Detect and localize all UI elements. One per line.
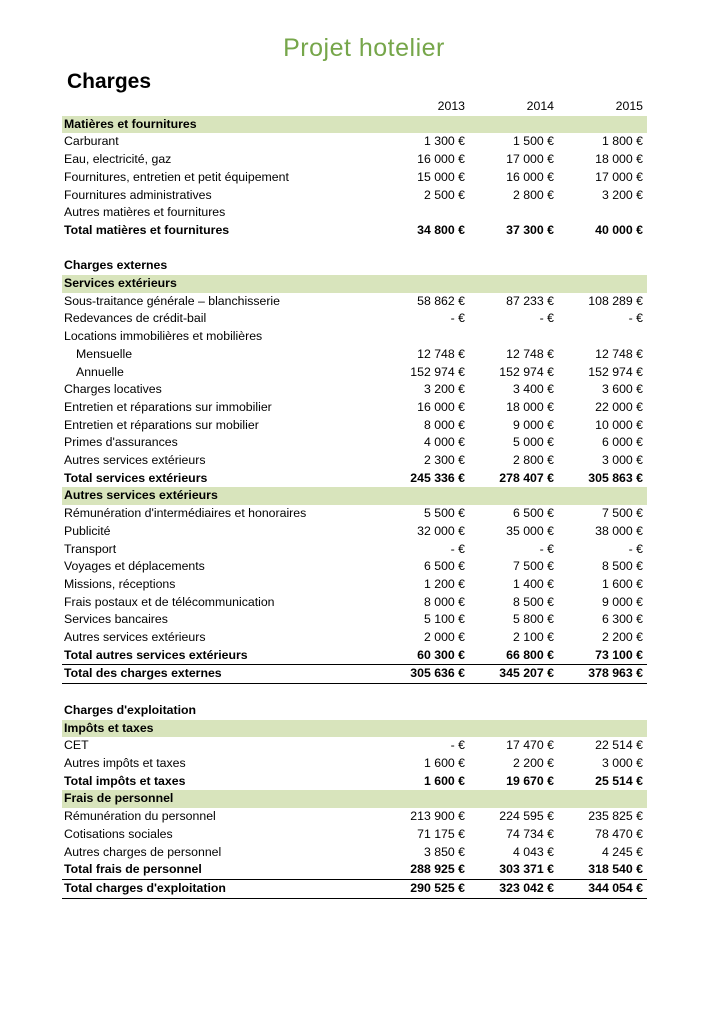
value-cell-2015: 3 000 € (601, 453, 643, 468)
value-cell-2013 (380, 328, 469, 346)
value-cell-2015: 108 289 € (588, 293, 643, 308)
value-cell-2015: 305 863 € (588, 470, 643, 485)
value-cell-2014: 12 748 € (506, 346, 554, 361)
row-label: Services extérieurs (62, 275, 380, 293)
row-label: Total services extérieurs (64, 470, 208, 485)
value-cell-2015: - € (628, 311, 643, 326)
table-row (62, 629, 647, 647)
value-cell-2015: 6 300 € (601, 612, 643, 627)
value-cell-2013 (380, 257, 469, 275)
table-row (62, 169, 647, 187)
table-row (62, 647, 647, 665)
value-cell-2013 (380, 720, 469, 738)
value-cell-2013: 71 175 € (417, 826, 465, 841)
value-cell-2014: 18 000 € (506, 399, 554, 414)
value-cell-2013: 245 336 € (410, 470, 465, 485)
value-cell-2015: 25 514 € (595, 773, 643, 788)
table-row (62, 790, 647, 808)
value-cell-2014: 5 000 € (512, 435, 554, 450)
row-label: Redevances de crédit-bail (64, 311, 207, 326)
row-label: Primes d'assurances (64, 435, 178, 450)
table-row (62, 505, 647, 523)
value-cell-2014: - € (539, 311, 554, 326)
table-row (62, 452, 647, 470)
row-label: Total autres services extérieurs (62, 647, 380, 665)
value-cell-2013: - € (450, 738, 465, 753)
value-cell-2014: 66 800 € (469, 647, 558, 665)
value-cell-2015: 9 000 € (601, 594, 643, 609)
table-row (62, 328, 647, 346)
table-row (62, 222, 647, 240)
value-cell-2014 (469, 790, 558, 808)
value-cell-2013: 2 500 € (423, 187, 465, 202)
value-cell-2014: 2 800 € (512, 453, 554, 468)
table-row (62, 133, 647, 151)
table-row (62, 293, 647, 311)
row-label: Mensuelle (76, 346, 133, 361)
row-label (62, 684, 380, 702)
table-row (62, 755, 647, 773)
row-label: Autres services extérieurs (64, 630, 206, 645)
value-cell-2014 (469, 240, 558, 258)
value-cell-2014 (469, 204, 558, 222)
row-label: Locations immobilières et mobilières (64, 329, 263, 344)
value-cell-2013: 152 974 € (410, 364, 465, 379)
table-row (62, 720, 647, 738)
value-cell-2013: 34 800 € (417, 222, 465, 237)
value-cell-2014 (469, 720, 558, 738)
row-label: Entretien et réparations sur immobilier (64, 399, 272, 414)
value-cell-2013: 16 000 € (417, 152, 465, 167)
row-label: CET (64, 738, 89, 753)
table-row (62, 417, 647, 435)
value-cell-2015: 22 000 € (595, 399, 643, 414)
value-cell-2013 (380, 684, 469, 702)
value-cell-2014 (469, 257, 558, 275)
value-cell-2015 (558, 116, 647, 134)
table-row (62, 116, 647, 134)
row-label: Carburant (64, 134, 119, 149)
table-row (62, 240, 647, 258)
value-cell-2014: 2 200 € (512, 755, 554, 770)
table-row (62, 558, 647, 576)
value-cell-2015 (558, 204, 647, 222)
table-row (62, 151, 647, 169)
value-cell-2014 (469, 328, 558, 346)
value-cell-2015 (558, 702, 647, 720)
value-cell-2015: 7 500 € (601, 506, 643, 521)
year-header: 2013 (437, 99, 465, 113)
value-cell-2015: 8 500 € (601, 559, 643, 574)
value-cell-2013 (380, 275, 469, 293)
row-label: Fournitures, entretien et petit équipement (64, 169, 289, 184)
value-cell-2015: 17 000 € (595, 169, 643, 184)
value-cell-2015 (558, 275, 647, 293)
row-label: Impôts et taxes (62, 720, 380, 738)
value-cell-2015: 152 974 € (588, 364, 643, 379)
value-cell-2015: 1 600 € (601, 576, 643, 591)
value-cell-2014: 8 500 € (512, 594, 554, 609)
value-cell-2014: 87 233 € (506, 293, 554, 308)
value-cell-2014: 303 371 € (469, 861, 558, 879)
row-label: Rémunération d'intermédiaires et honoraires (64, 506, 307, 521)
value-cell-2015: 318 540 € (558, 861, 647, 879)
table-row (62, 611, 647, 629)
row-label: Autres charges de personnel (64, 844, 222, 859)
value-cell-2014 (469, 116, 558, 134)
value-cell-2013 (380, 702, 469, 720)
table-row (62, 310, 647, 328)
value-cell-2015 (558, 487, 647, 505)
row-label: Cotisations sociales (64, 826, 173, 841)
row-label: Annuelle (76, 364, 124, 379)
value-cell-2013: 32 000 € (417, 523, 465, 538)
value-cell-2015: - € (628, 541, 643, 556)
table-row (62, 364, 647, 382)
value-cell-2015 (558, 684, 647, 702)
value-cell-2013: 1 300 € (423, 134, 465, 149)
value-cell-2015: 12 748 € (595, 346, 643, 361)
value-cell-2013 (380, 487, 469, 505)
row-label: Autres services extérieurs (62, 487, 380, 505)
row-label: Entretien et réparations sur mobilier (64, 417, 259, 432)
value-cell-2014: 345 207 € (469, 665, 558, 684)
value-cell-2014: 152 974 € (499, 364, 554, 379)
value-cell-2015: 10 000 € (595, 417, 643, 432)
row-label: Autres matières et fournitures (64, 205, 226, 220)
value-cell-2015: 78 470 € (595, 826, 643, 841)
value-cell-2014: 2 800 € (512, 187, 554, 202)
row-label: Services bancaires (64, 612, 168, 627)
row-label: Eau, electricité, gaz (64, 152, 172, 167)
value-cell-2015: 18 000 € (595, 152, 643, 167)
value-cell-2015 (558, 328, 647, 346)
value-cell-2013: 8 000 € (423, 417, 465, 432)
value-cell-2013: 1 200 € (423, 576, 465, 591)
row-label: Charges externes (64, 258, 168, 273)
value-cell-2014: 35 000 € (506, 523, 554, 538)
value-cell-2015: 344 054 € (558, 879, 647, 898)
value-cell-2013 (380, 116, 469, 134)
value-cell-2014 (469, 684, 558, 702)
year-header: 2015 (615, 99, 643, 113)
table-row (62, 399, 647, 417)
value-cell-2013: 12 748 € (417, 346, 465, 361)
value-cell-2014: 2 100 € (512, 630, 554, 645)
row-label: Publicité (64, 523, 111, 538)
row-label: Sous-traitance générale – blanchisserie (64, 293, 281, 308)
row-label: Autres services extérieurs (64, 453, 206, 468)
charges-table (62, 98, 647, 899)
value-cell-2014 (469, 487, 558, 505)
value-cell-2014: 323 042 € (469, 879, 558, 898)
table-row (62, 487, 647, 505)
page-title: Projet hotelier (283, 34, 445, 62)
value-cell-2015: 378 963 € (558, 665, 647, 684)
row-label: Total impôts et taxes (64, 773, 186, 788)
table-row (62, 541, 647, 559)
value-cell-2013: 5 100 € (423, 612, 465, 627)
row-label: Total matières et fournitures (64, 222, 230, 237)
value-cell-2015: 235 825 € (588, 809, 643, 824)
value-cell-2013: - € (450, 541, 465, 556)
row-label: Voyages et déplacements (64, 559, 205, 574)
value-cell-2013: 1 600 € (423, 773, 465, 788)
value-cell-2015: 6 000 € (601, 435, 643, 450)
value-cell-2013: 2 300 € (423, 453, 465, 468)
row-label: Charges locatives (64, 382, 162, 397)
value-cell-2015: 40 000 € (595, 222, 643, 237)
value-cell-2013: 6 500 € (423, 559, 465, 574)
value-cell-2014: 4 043 € (512, 844, 554, 859)
row-label: Frais postaux et de télécommunication (64, 594, 275, 609)
value-cell-2015 (558, 720, 647, 738)
value-cell-2013: 58 862 € (417, 293, 465, 308)
row-label: Fournitures administratives (64, 187, 212, 202)
value-cell-2015: 38 000 € (595, 523, 643, 538)
value-cell-2013: 5 500 € (423, 506, 465, 521)
table-row (62, 665, 647, 684)
value-cell-2013: 290 525 € (380, 879, 469, 898)
year-header: 2014 (526, 99, 554, 113)
value-cell-2014: - € (539, 541, 554, 556)
row-label: Total des charges externes (62, 665, 380, 684)
value-cell-2015: 3 200 € (601, 187, 643, 202)
table-row (62, 826, 647, 844)
value-cell-2015 (558, 240, 647, 258)
value-cell-2013: 3 850 € (423, 844, 465, 859)
row-label: Transport (64, 541, 117, 556)
value-cell-2013: 305 636 € (380, 665, 469, 684)
table-row (62, 523, 647, 541)
value-cell-2014: 9 000 € (512, 417, 554, 432)
table-row (62, 381, 647, 399)
value-cell-2013: - € (450, 311, 465, 326)
table-row (62, 879, 647, 898)
value-cell-2013: 1 600 € (423, 755, 465, 770)
row-label (62, 240, 380, 258)
value-cell-2015 (558, 790, 647, 808)
header-blank-cell (62, 98, 380, 116)
table-row (62, 257, 647, 275)
value-cell-2014: 17 000 € (506, 152, 554, 167)
value-cell-2013: 3 200 € (423, 382, 465, 397)
table-row (62, 861, 647, 879)
table-row (62, 737, 647, 755)
table-row (62, 808, 647, 826)
table-row (62, 204, 647, 222)
value-cell-2014: 6 500 € (512, 506, 554, 521)
value-cell-2015 (558, 257, 647, 275)
table-row (62, 844, 647, 862)
year-header-row (62, 98, 647, 116)
table-row (62, 470, 647, 488)
table-row (62, 346, 647, 364)
row-label: Matières et fournitures (62, 116, 380, 134)
section-title: Charges (67, 70, 152, 93)
table-row (62, 773, 647, 791)
value-cell-2015: 22 514 € (595, 738, 643, 753)
table-row (62, 702, 647, 720)
row-label: Charges d'exploitation (64, 702, 197, 717)
value-cell-2014: 7 500 € (512, 559, 554, 574)
row-label: Frais de personnel (62, 790, 380, 808)
value-cell-2015: 3 000 € (601, 755, 643, 770)
value-cell-2014: 1 500 € (512, 134, 554, 149)
value-cell-2014: 278 407 € (499, 470, 554, 485)
value-cell-2014: 37 300 € (506, 222, 554, 237)
row-label: Total frais de personnel (62, 861, 380, 879)
value-cell-2013: 213 900 € (410, 809, 465, 824)
value-cell-2015: 2 200 € (601, 630, 643, 645)
value-cell-2013: 2 000 € (423, 630, 465, 645)
table-row (62, 594, 647, 612)
value-cell-2013 (380, 240, 469, 258)
value-cell-2015: 3 600 € (601, 382, 643, 397)
row-label: Rémunération du personnel (64, 809, 216, 824)
value-cell-2014: 19 670 € (506, 773, 554, 788)
value-cell-2014 (469, 275, 558, 293)
value-cell-2014: 17 470 € (506, 738, 554, 753)
value-cell-2014: 224 595 € (499, 809, 554, 824)
value-cell-2014 (469, 702, 558, 720)
value-cell-2014: 74 734 € (506, 826, 554, 841)
value-cell-2013: 8 000 € (423, 594, 465, 609)
row-label: Autres impôts et taxes (64, 755, 186, 770)
row-label: Total charges d'exploitation (62, 879, 380, 898)
value-cell-2013: 16 000 € (417, 399, 465, 414)
value-cell-2014: 1 400 € (512, 576, 554, 591)
row-label: Missions, réceptions (64, 576, 176, 591)
table-row (62, 187, 647, 205)
table-row (62, 275, 647, 293)
value-cell-2014: 16 000 € (506, 169, 554, 184)
value-cell-2013: 4 000 € (423, 435, 465, 450)
table-row (62, 576, 647, 594)
value-cell-2015: 4 245 € (601, 844, 643, 859)
value-cell-2015: 73 100 € (558, 647, 647, 665)
value-cell-2013 (380, 790, 469, 808)
value-cell-2013: 15 000 € (417, 169, 465, 184)
value-cell-2014: 3 400 € (512, 382, 554, 397)
value-cell-2014: 5 800 € (512, 612, 554, 627)
value-cell-2013 (380, 204, 469, 222)
table-row (62, 434, 647, 452)
value-cell-2015: 1 800 € (601, 134, 643, 149)
table-row (62, 684, 647, 702)
value-cell-2013: 60 300 € (380, 647, 469, 665)
value-cell-2013: 288 925 € (380, 861, 469, 879)
